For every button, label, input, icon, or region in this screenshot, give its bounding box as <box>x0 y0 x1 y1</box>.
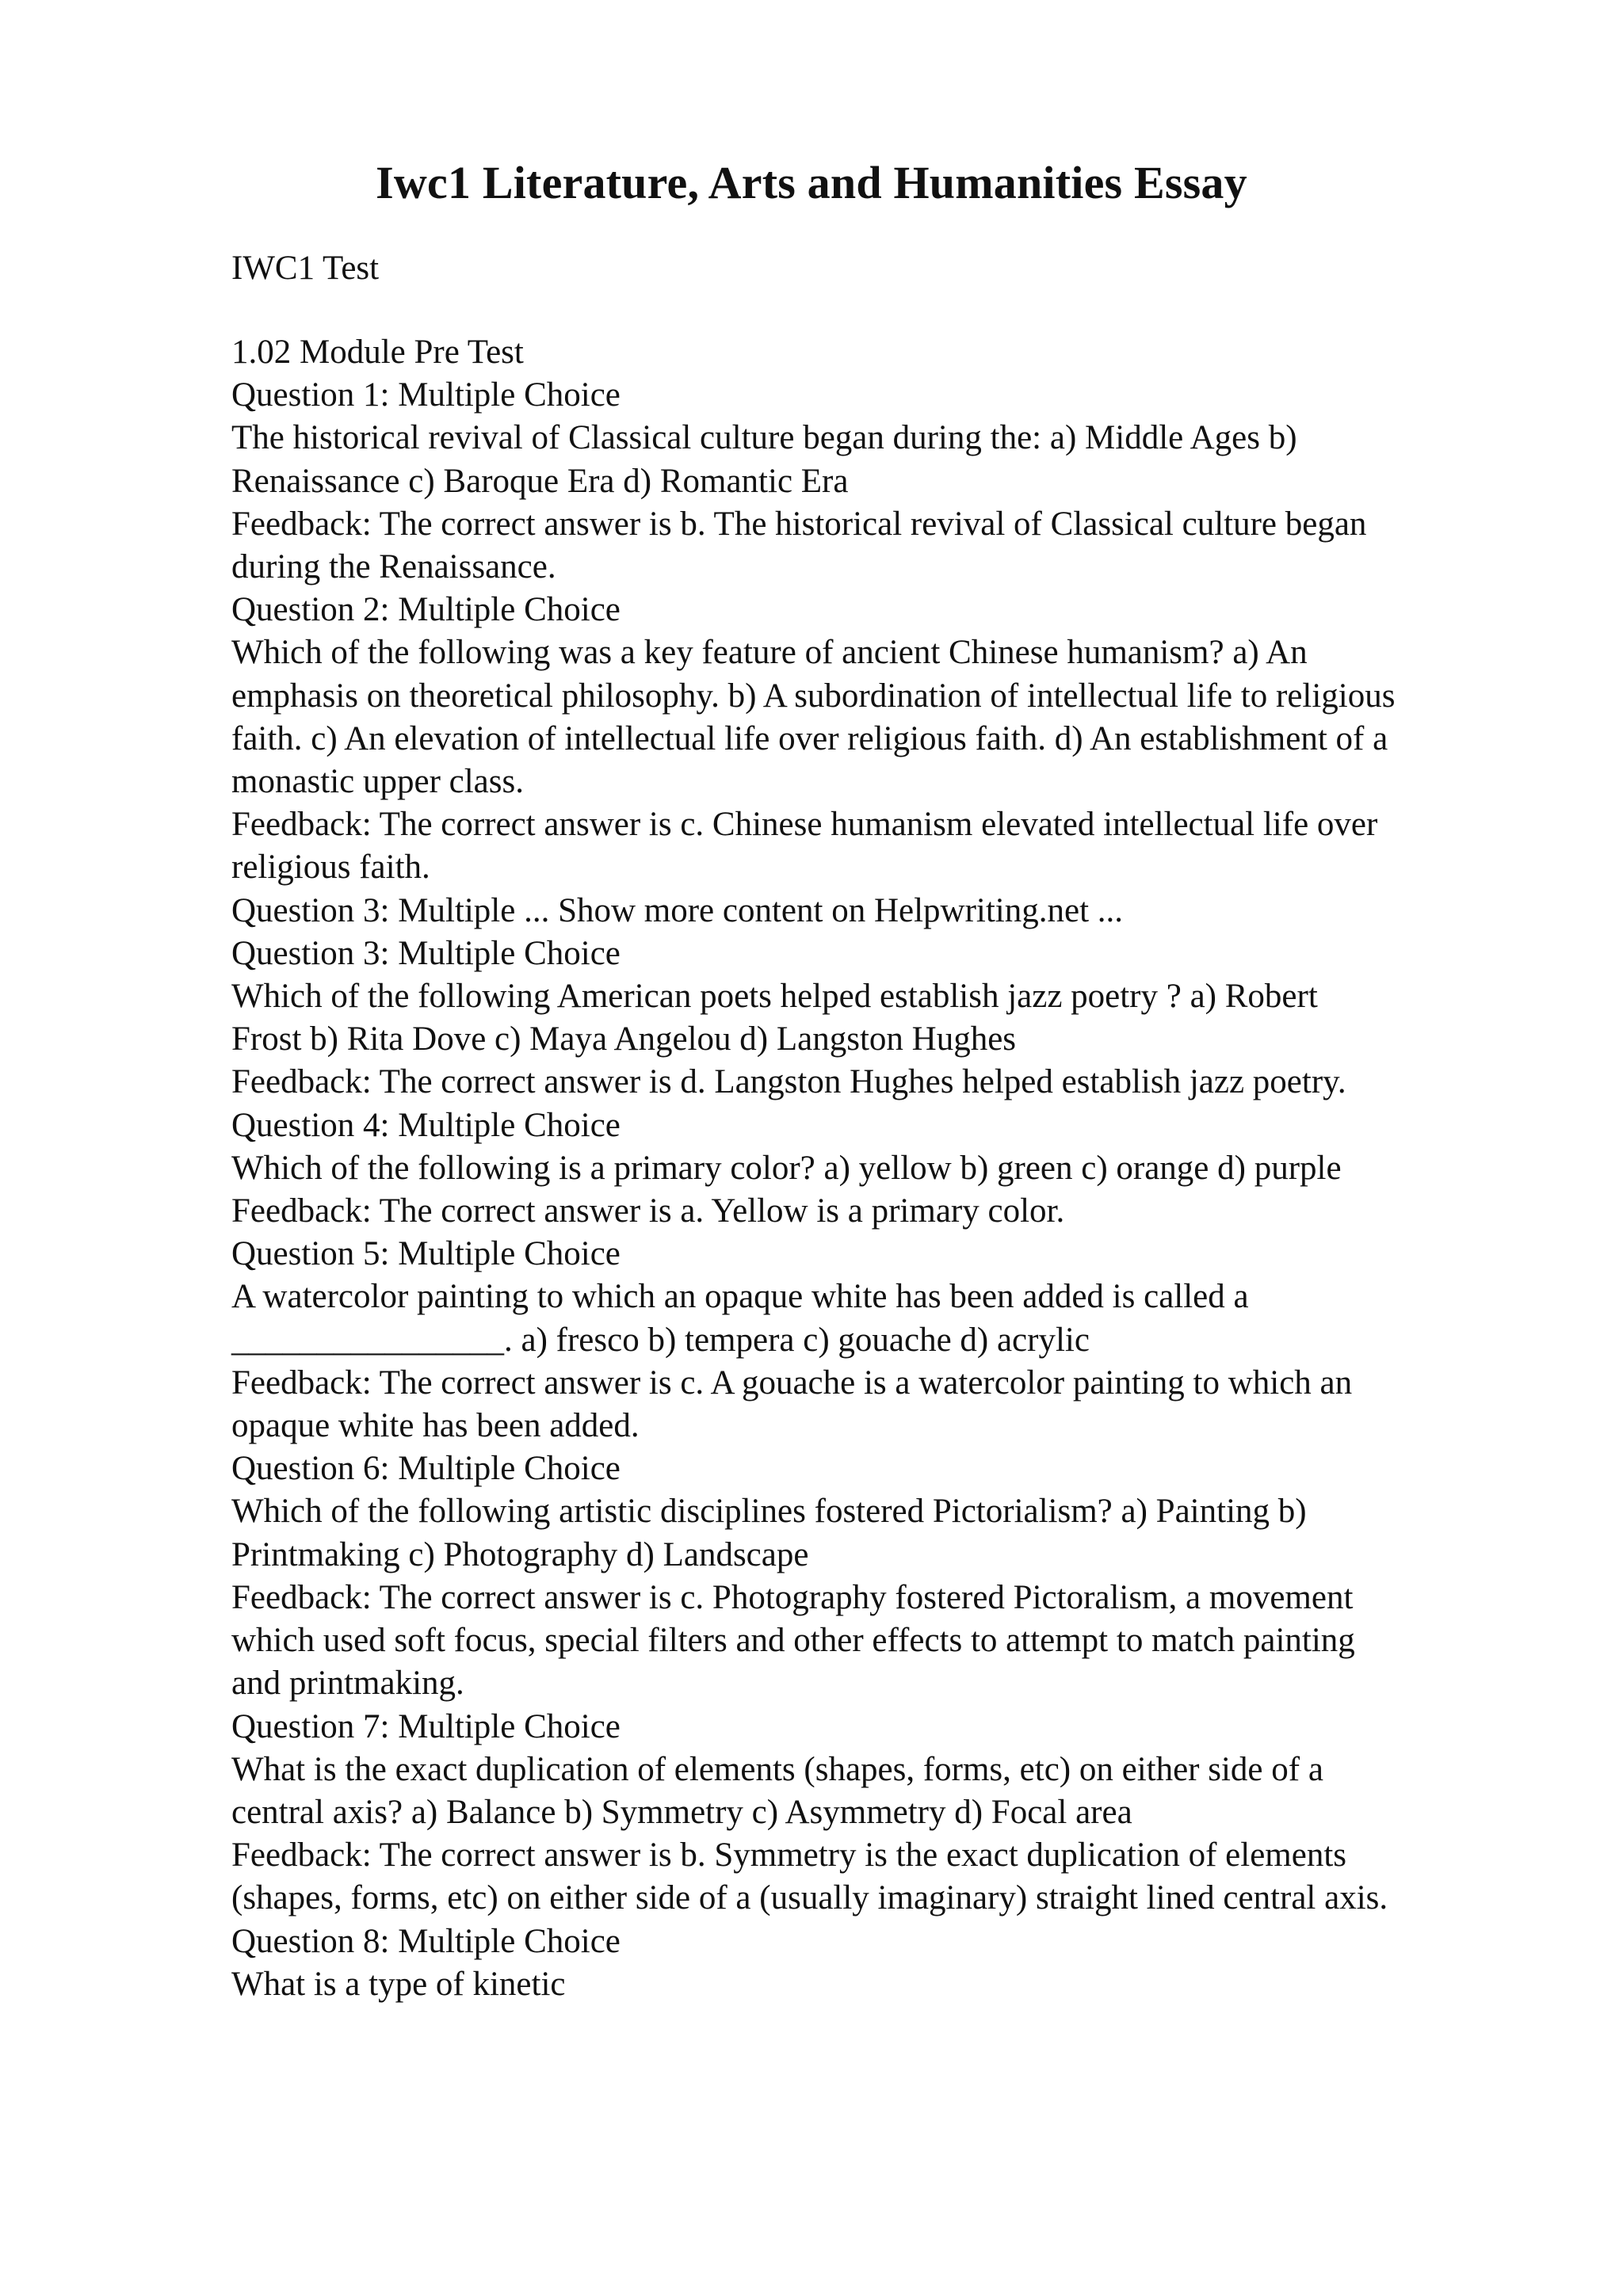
text-line: Question 4: Multiple Choice <box>231 1106 621 1144</box>
text-line: religious faith. <box>231 849 430 887</box>
text-line: Question 7: Multiple Choice <box>231 1707 621 1745</box>
text-line: A watercolor painting to which an opaque white has been added is called a <box>231 1278 1249 1316</box>
text-line: emphasis on theoretical philosophy. b) A subordination of intellectual life to religious <box>231 677 1396 715</box>
text-line: Feedback: The correct answer is c. Photography fostered Pictoralism, a movement <box>231 1578 1354 1616</box>
text-line: Frost b) Rita Dove c) Maya Angelou d) Langston Hughes <box>231 1020 1017 1058</box>
text-line: What is the exact duplication of elements (shapes, forms, etc) on either side of a <box>231 1750 1323 1788</box>
text-line: Feedback: The correct answer is c. A gouache is a watercolor painting to which an <box>231 1363 1353 1402</box>
text-line: Which of the following American poets helped establish jazz poetry ? a) Robert <box>231 978 1318 1016</box>
text-line: during the Renaissance. <box>231 548 556 586</box>
document-title: Iwc1 Literature, Arts and Humanities Essay <box>376 157 1247 208</box>
text-line: Question 6: Multiple Choice <box>231 1450 621 1488</box>
text-line: faith. c) An elevation of intellectual life over religious faith. d) An establishment of a <box>231 719 1388 757</box>
text-line: Question 8: Multiple Choice <box>231 1922 621 1960</box>
text-line: Feedback: The correct answer is c. Chinese humanism elevated intellectual life over <box>231 806 1378 844</box>
document-body <box>231 331 1515 2006</box>
text-line: Question 1: Multiple Choice <box>231 376 621 414</box>
text-line: opaque white has been added. <box>231 1407 640 1445</box>
text-line: The historical revival of Classical culture began during the: a) Middle Ages b) <box>231 419 1297 457</box>
text-line: Feedback: The correct answer is b. The historical revival of Classical culture began <box>231 505 1367 543</box>
text-line: which used soft focus, special filters and other effects to attempt to match painting <box>231 1622 1355 1660</box>
text-line: What is a type of kinetic <box>231 1965 566 2003</box>
text-line: Feedback: The correct answer is a. Yellow is a primary color. <box>231 1192 1065 1230</box>
text-line: 1.02 Module Pre Test <box>231 334 524 371</box>
text-line: Question 5: Multiple Choice <box>231 1235 621 1273</box>
text-line: and printmaking. <box>231 1665 464 1703</box>
text-line: Feedback: The correct answer is d. Langston Hughes helped establish jazz poetry. <box>231 1063 1346 1101</box>
text-line: Question 3: Multiple Choice <box>231 934 621 972</box>
text-line: Which of the following is a primary color? a) yellow b) green c) orange d) purple <box>231 1149 1342 1187</box>
text-line: Renaissance c) Baroque Era d) Romantic Era <box>231 462 849 500</box>
text-line: Question 3: Multiple ... Show more content on Helpwriting.net ... <box>231 891 1124 929</box>
text-line: Question 2: Multiple Choice <box>231 591 621 629</box>
text-line: central axis? a) Balance b) Symmetry c) Asymmetry d) Focal area <box>231 1793 1132 1831</box>
text-line: ________________. a) fresco b) tempera c) gouache d) acrylic <box>231 1321 1090 1359</box>
text-line: monastic upper class. <box>231 763 524 801</box>
text-line: Printmaking c) Photography d) Landscape <box>231 1535 809 1573</box>
text-line: Feedback: The correct answer is b. Symmetry is the exact duplication of elements <box>231 1836 1347 1875</box>
text-line: (shapes, forms, etc) on either side of a (usually imaginary) straight lined central axis. <box>231 1879 1388 1917</box>
text-line: Which of the following was a key feature of ancient Chinese humanism? a) An <box>231 634 1308 672</box>
text-line: Which of the following artistic disciplines fostered Pictorialism? a) Painting b) <box>231 1493 1307 1531</box>
document-subtitle: IWC1 Test <box>231 250 380 287</box>
